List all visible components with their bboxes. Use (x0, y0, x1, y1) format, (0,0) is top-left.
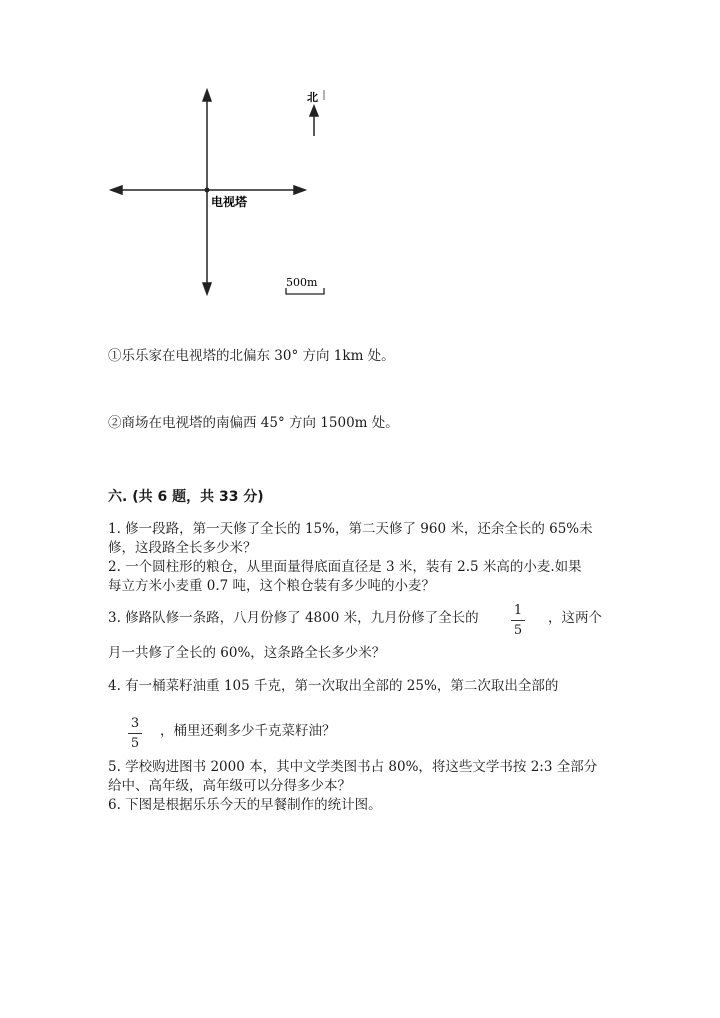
section-heading: 六. (共 6 题，共 33 分) (108, 489, 264, 505)
item-1: ①乐乐家在电视塔的北偏东 30° 方向 1km 处。 (108, 348, 395, 364)
q4-line2: ，桶里还剩多少千克菜籽油？ (160, 723, 336, 739)
q5-line1: 5. 学校购进图书 2000 本，其中文学类图书占 80%，将这些文学书按 2:3 全部分 (108, 759, 598, 775)
q1-line2: 修，这段路全长多少米？ (108, 540, 257, 556)
item-2: ②商场在电视塔的南偏西 45° 方向 1500m 处。 (108, 415, 399, 431)
q3-fraction-numerator: 1 (513, 603, 523, 618)
q3-fraction-denominator: 5 (513, 623, 523, 638)
q3-line1: 3. 修路队修一条路，八月份修了 4800 米，九月份修了全长的 (108, 610, 479, 626)
q5-line2: 给中、高年级，高年级可以分得多少本？ (108, 778, 351, 794)
q3-line1-tail: ，这两个 (548, 610, 602, 626)
north-label: 北 (307, 91, 318, 104)
tower-point (205, 188, 210, 193)
direction-diagram (0, 0, 720, 330)
tower-label: 电视塔 (211, 195, 248, 209)
q3-fraction (511, 603, 525, 638)
q4-line1: 4. 有一桶菜籽油重 105 千克，第一次取出全部的 25%，第二次取出全部的 (108, 678, 559, 694)
q2-line2: 每立方米小麦重 0.7 吨，这个粮仓装有多少吨的小麦？ (108, 578, 436, 594)
north-arrow-icon (310, 106, 318, 136)
scale-label: 500m (286, 276, 318, 289)
q3-line2: 月一共修了全长的 60%，这条路全长多少米？ (108, 645, 386, 661)
q2-line1: 2. 一个圆柱形的粮仓，从里面量得底面直径是 3 米，装有 2.5 米高的小麦.如果 (108, 559, 582, 575)
q4-fraction-numerator: 3 (130, 716, 140, 731)
q4-fraction (128, 716, 142, 751)
q6-line1: 6. 下图是根据乐乐今天的早餐制作的统计图。 (108, 797, 382, 813)
q1-line1: 1. 修一段路，第一天修了全长的 15%，第二天修了 960 米，还余全长的 65%未 (108, 521, 593, 537)
q4-fraction-denominator: 5 (130, 736, 140, 751)
